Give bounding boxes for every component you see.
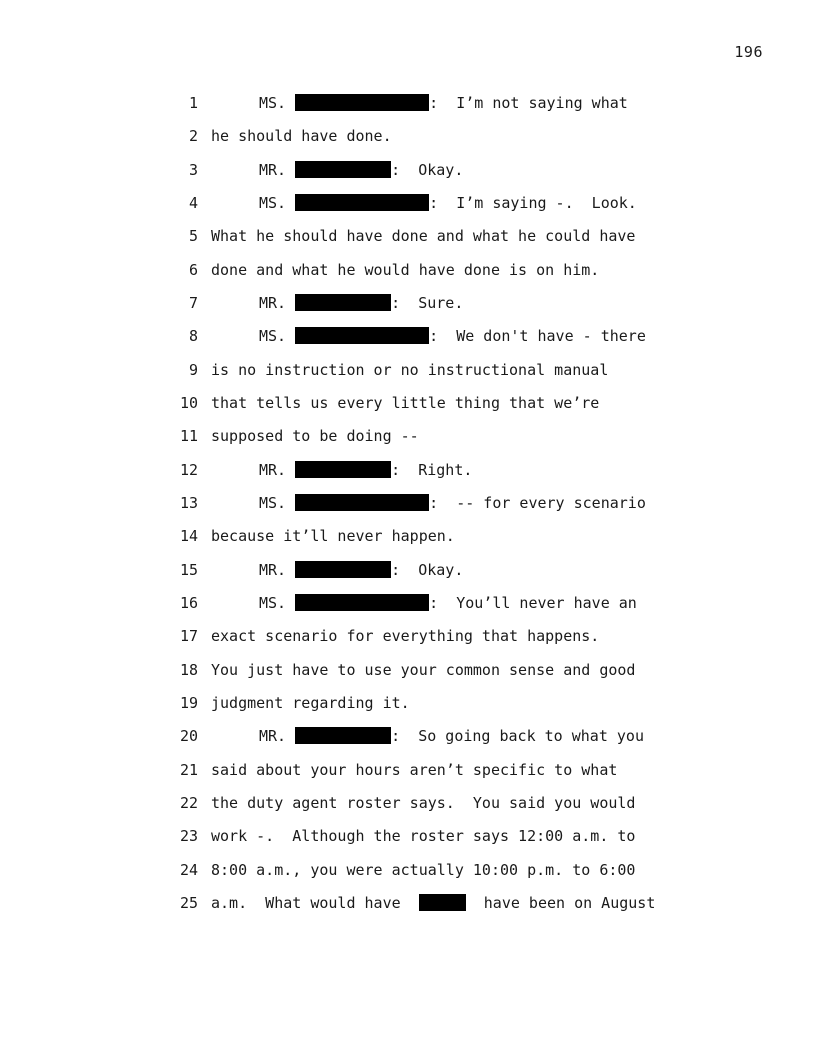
line-text [211,420,419,453]
line-number: 7 [188,293,198,312]
line-text [211,787,635,820]
line-text [259,320,646,353]
transcript-line [0,287,816,320]
line-number: 21 [179,760,198,779]
redacted-name [295,294,391,311]
redacted-name [295,161,391,178]
transcript-line [0,887,816,920]
line-text [211,687,410,720]
transcript-line [0,687,816,720]
line-number: 11 [179,427,198,446]
redacted-name [295,494,429,511]
transcript-line [0,487,816,520]
speaker-label: MS. [259,94,287,112]
line-number: 24 [179,860,198,879]
line-number: 4 [188,193,198,212]
line-text [211,854,635,887]
redacted-name [295,461,391,478]
line-content: that tells us every little thing that we’re [211,393,600,412]
redacted-name [295,327,429,344]
line-number: 14 [179,527,198,546]
line-text [211,654,635,687]
speaker-label: MR. [259,160,287,179]
line-text [259,720,644,753]
transcript-line [0,254,816,287]
transcript-line [0,854,816,887]
line-text [211,387,599,420]
transcript-line [0,787,816,820]
line-text [259,154,463,187]
line-text [211,520,455,553]
line-content: : Sure. [391,293,464,312]
line-text [259,554,463,587]
speaker-label: MS. [259,193,287,212]
line-text [211,120,392,153]
line-number: 22 [179,793,198,812]
line-number: 9 [188,360,198,379]
transcript-line [0,754,816,787]
line-text [211,254,599,287]
line-number: 12 [179,460,198,479]
line-content: : You’ll never have an [429,593,637,612]
line-content: : Right. [391,460,473,479]
line-number: 8 [188,327,198,346]
line-content: judgment regarding it. [211,693,410,712]
transcript-line [0,654,816,687]
line-text [211,220,635,253]
line-text [211,887,655,920]
transcript-line [0,520,816,553]
line-text [211,820,635,853]
line-content: he should have done. [211,127,392,146]
line-content: exact scenario for everything that happens. [211,627,600,646]
line-text [259,587,637,620]
line-content: is no instruction or no instructional manual [211,360,609,379]
line-text [259,287,463,320]
line-content: : Okay. [391,560,464,579]
page-number: 196 [734,43,763,61]
transcript-line [0,454,816,487]
speaker-label: MR. [259,293,287,312]
line-content: : -- for every scenario [429,493,646,512]
line-text [211,354,608,387]
line-content: said about your hours aren’t specific to what [211,760,618,779]
line-number: 19 [179,693,198,712]
line-number: 6 [188,260,198,279]
line-content: because it’ll never happen. [211,527,455,546]
line-content: : I’m not saying what [429,94,628,112]
line-number: 1 [188,94,198,112]
transcript-line [0,154,816,187]
line-content: : So going back to what you [391,727,644,746]
line-text [259,87,628,120]
line-number: 20 [179,727,198,746]
transcript-line [0,320,816,353]
line-text [259,187,637,220]
speaker-label: MS. [259,493,287,512]
redacted-name [295,727,391,744]
line-number: 18 [179,660,198,679]
line-content: You just have to use your common sense and good [211,660,636,679]
redacted-name [295,594,429,611]
line-content: What he should have done and what he could have [211,227,636,246]
line-number: 10 [179,393,198,412]
transcript-line [0,620,816,653]
line-number: 25 [179,893,198,912]
redacted-name [295,94,429,111]
line-content: work -. Although the roster says 12:00 a.m. to [211,827,636,846]
transcript-line [0,420,816,453]
line-number: 3 [188,160,198,179]
line-text [211,754,617,787]
line-content: : We don't have - there [429,327,646,346]
line-text [259,487,646,520]
redacted-name [295,561,391,578]
speaker-label: MS. [259,593,287,612]
line-content: the duty agent roster says. You said you would [211,793,636,812]
line-number: 13 [179,493,198,512]
redacted-name [295,194,429,211]
speaker-label: MR. [259,560,287,579]
transcript-line [0,587,816,620]
line-number: 23 [179,827,198,846]
transcript-line [0,720,816,753]
line-number: 5 [188,227,198,246]
line-text [259,454,472,487]
line-content: supposed to be doing -- [211,427,419,446]
line-content: : Okay. [391,160,464,179]
transcript-line [0,220,816,253]
transcript-line [0,120,816,153]
line-number: 17 [179,627,198,646]
transcript-line [0,554,816,587]
line-content: done and what he would have done is on him. [211,260,600,279]
speaker-label: MS. [259,327,287,346]
line-number: 2 [188,127,198,146]
line-number: 15 [179,560,198,579]
transcript-line [0,354,816,387]
line-content: a.m. What would have [211,893,401,912]
transcript-line [0,187,816,220]
speaker-label: MR. [259,727,287,746]
speaker-label: MR. [259,460,287,479]
transcript-line [0,387,816,420]
line-content: : I’m saying -. Look. [429,193,637,212]
transcript-line [0,820,816,853]
transcript-body [0,87,816,920]
redacted-text [419,894,466,911]
line-text [211,620,599,653]
transcript-line [0,87,816,120]
line-content-after: have been on August [483,893,656,912]
line-number: 16 [179,593,198,612]
line-content: 8:00 a.m., you were actually 10:00 p.m. to 6:00 [211,860,636,879]
